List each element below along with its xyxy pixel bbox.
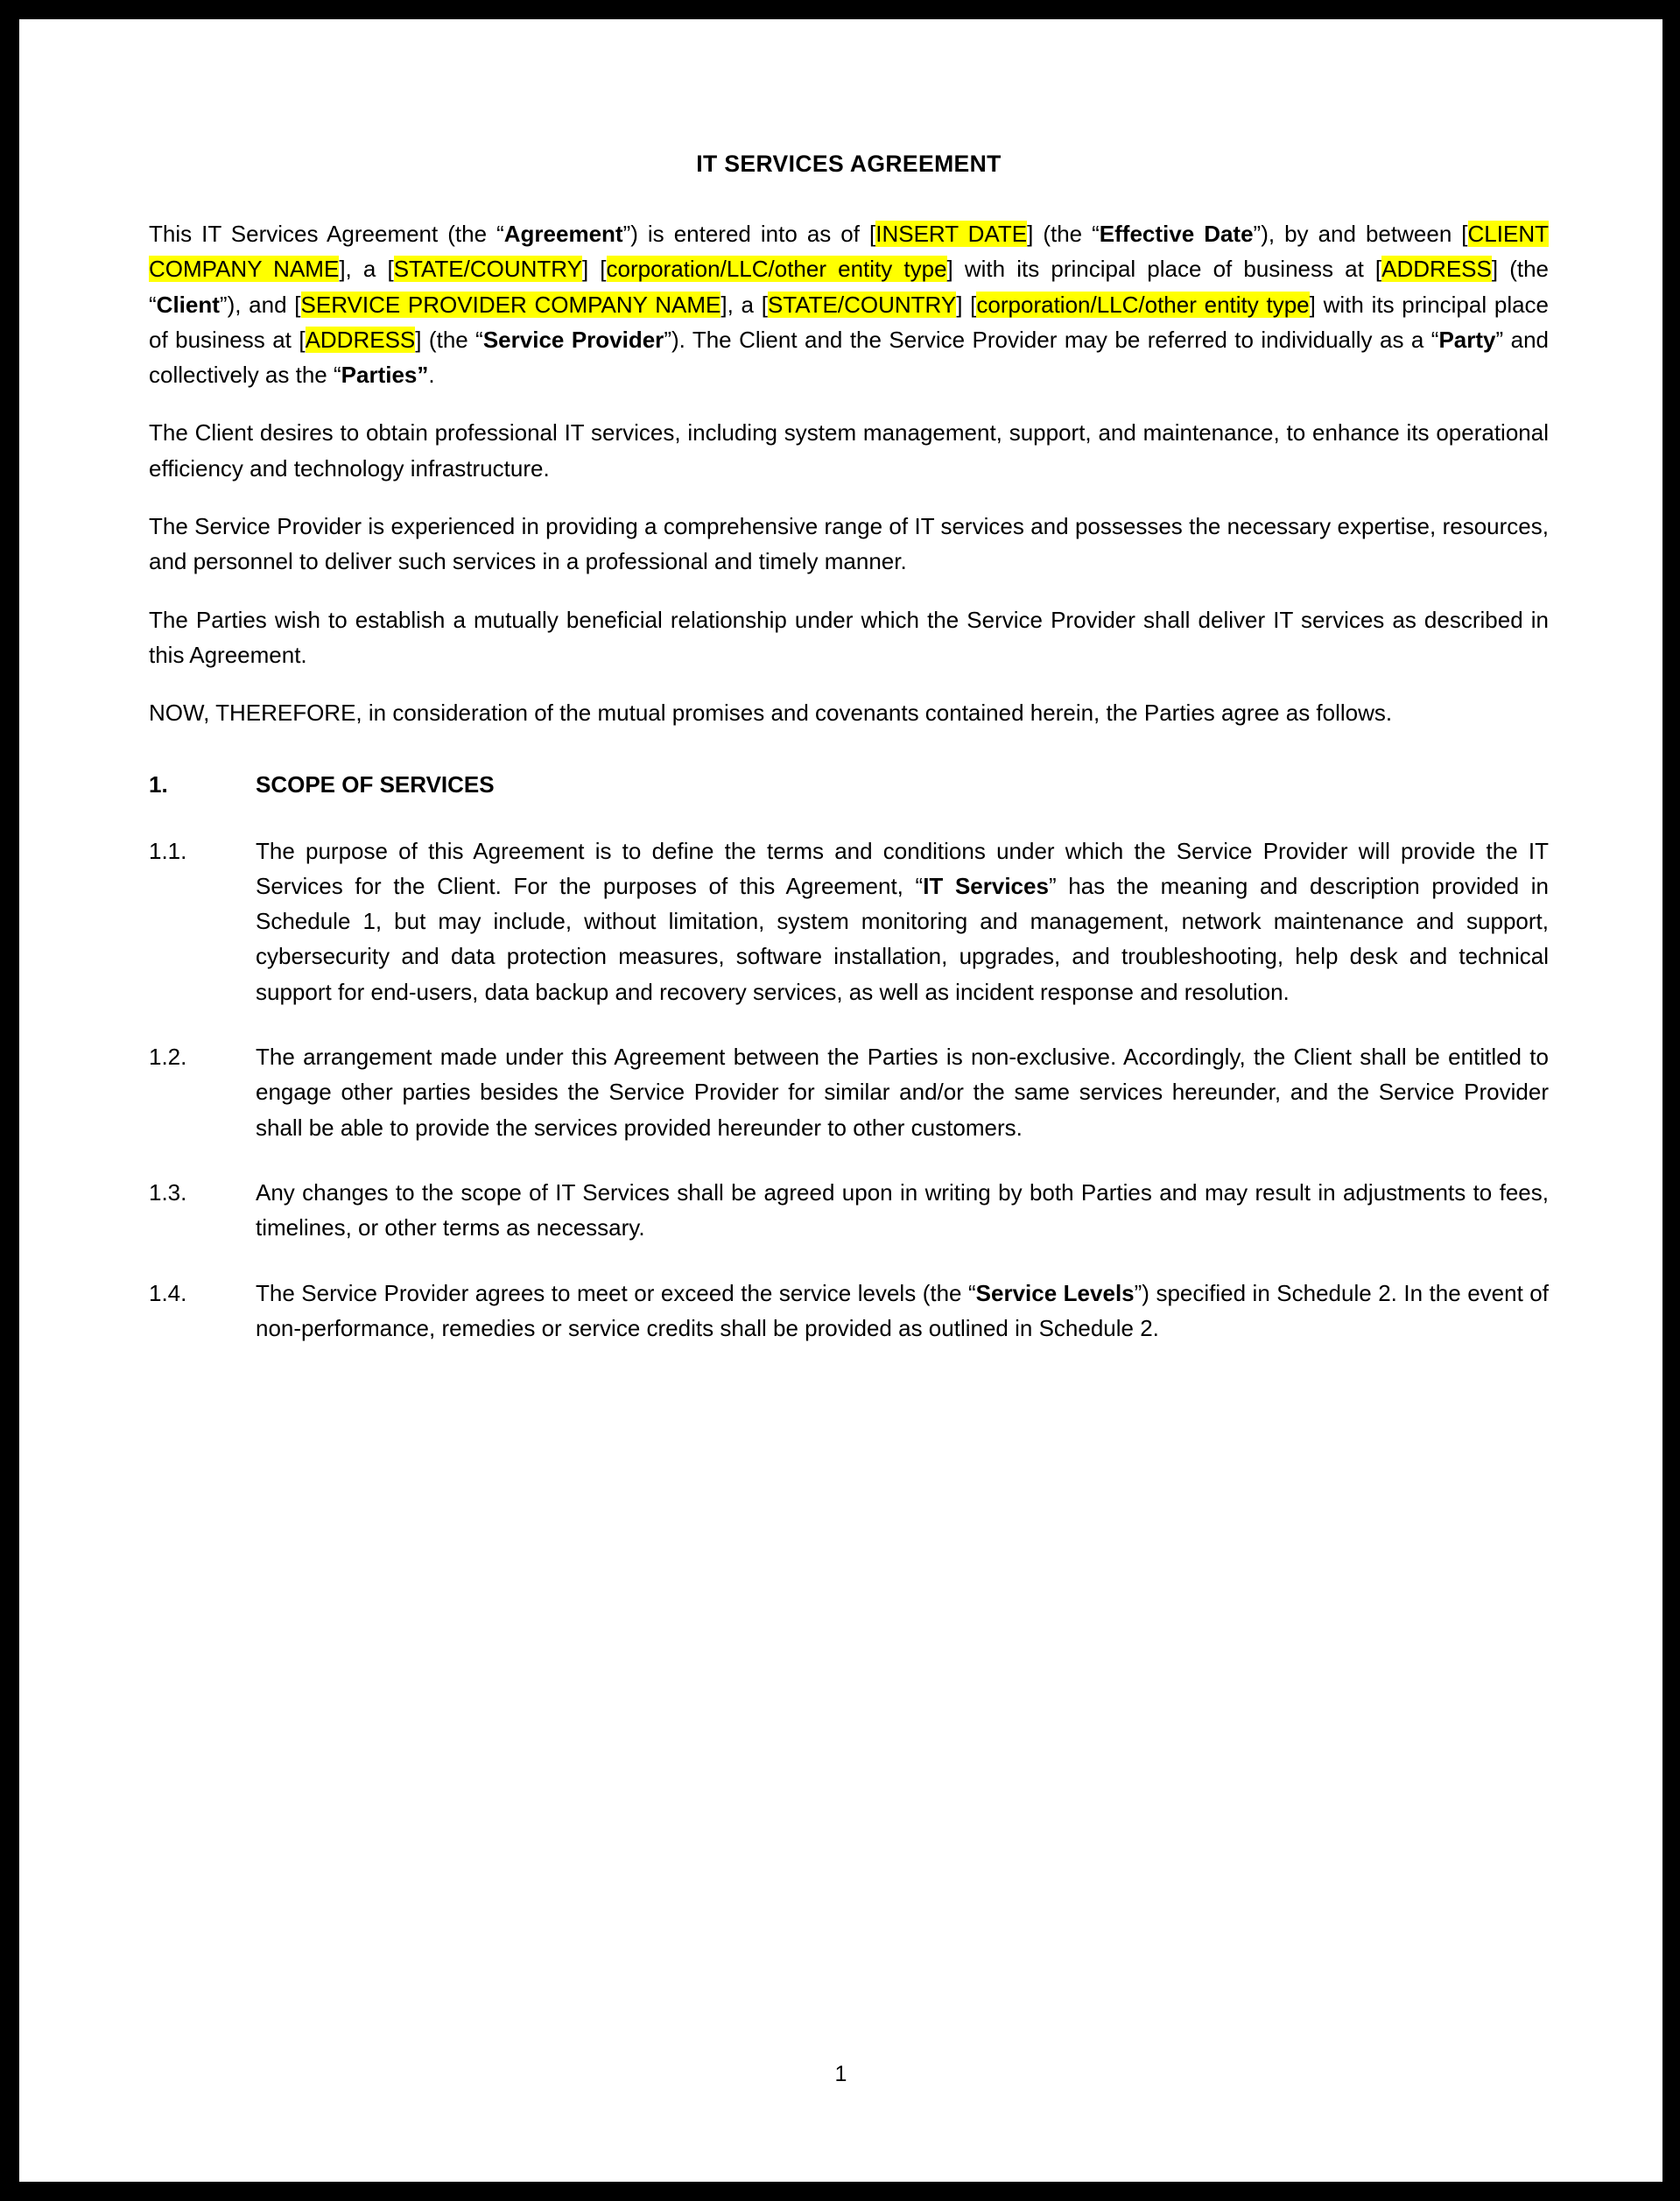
- clause-1-2: [149, 1039, 1549, 1145]
- preamble-paragraph-2: The Client desires to obtain professional IT services, including system management, support, and maintenance, to enhance its operational efficiency and technology infrastructure.: [149, 419, 1549, 482]
- page-title: IT SERVICES AGREEMENT: [696, 151, 1002, 177]
- preamble-text: ”) is entered into as of [: [622, 221, 876, 247]
- placeholder-insert-date: INSERT DATE: [875, 221, 1028, 247]
- clause-text: The purpose of this Agreement is to define the terms and conditions under which the Service Provider will provide the IT Services for the Client. For the purposes of this Agreement, “: [256, 837, 1549, 899]
- page-number: 1: [834, 2062, 847, 2086]
- term-it-services: IT Services: [923, 872, 1049, 899]
- term-parties: Parties”: [341, 362, 429, 389]
- preamble-text: ”), and [: [219, 291, 301, 318]
- clause-text: ” has the meaning and description provided in Schedule 1, but may include, without limitation, system monitoring and management, network maintenance and support, cybersecurity and data protection measures, software installation, upgrades, and troubleshooting, help desk and technical support for end-users, data backup and recovery services, as well as incident response and resolution.: [256, 872, 1549, 1005]
- placeholder-client-company-name: CLIENT COMPANY NAME: [149, 221, 1549, 283]
- clause-number: 1.2.: [149, 1044, 187, 1071]
- clause-text: The arrangement made under this Agreement between the Parties is non-exclusive. Accordingly, the Client shall be entitled to engage other parties besides the Service Provider for similar and/or the same services hereunder, and the Service Provider shall be able to provide the services provided hereunder to other customers.: [256, 1044, 1549, 1141]
- placeholder-client-entity-type: corporation/LLC/other entity type: [606, 256, 947, 283]
- preamble-text: This IT Services Agreement (the “: [149, 221, 504, 247]
- section-number: 1.: [149, 770, 168, 798]
- preamble-text: ] [: [581, 256, 607, 283]
- term-service-provider: Service Provider: [482, 326, 664, 353]
- section-title: SCOPE OF SERVICES: [256, 770, 495, 798]
- clause-body: [256, 833, 1549, 1009]
- clause-1-3: [149, 1175, 1549, 1246]
- term-party: Party: [1438, 326, 1496, 353]
- clause-1-4: [149, 1276, 1549, 1347]
- preamble-paragraph-5: NOW, THEREFORE, in consideration of the mutual promises and covenants contained herein, the Parties agree as follows.: [149, 700, 1393, 727]
- clause-body: [256, 1175, 1549, 1246]
- placeholder-provider-state-country: STATE/COUNTRY: [767, 291, 957, 318]
- clause-number: 1.1.: [149, 837, 187, 864]
- term-agreement: Agreement: [503, 221, 623, 247]
- preamble-text: ] (the “: [415, 326, 483, 353]
- document-page: [19, 19, 1662, 2182]
- clause-number: 1.4.: [149, 1279, 187, 1306]
- term-effective-date: Effective Date: [1099, 221, 1254, 247]
- clause-1-1: [149, 833, 1549, 1009]
- preamble-paragraph-1: [149, 216, 1549, 392]
- clause-text: Any changes to the scope of IT Services shall be agreed upon in writing by both Parties and may result in adjustments to fees, timelines, or other terms as necessary.: [256, 1178, 1549, 1241]
- preamble-text: .: [428, 362, 435, 389]
- preamble-text: ] (the “: [1027, 221, 1100, 247]
- preamble-paragraph-3: The Service Provider is experienced in providing a comprehensive range of IT services and possesses the necessary expertise, resources, and personnel to deliver such services in a professional and timely manner.: [149, 513, 1549, 575]
- preamble-text: ” and collectively as the “: [149, 326, 1550, 389]
- clause-number: 1.3.: [149, 1178, 187, 1206]
- section-heading-scope-of-services: [149, 771, 1549, 798]
- placeholder-service-provider-company-name: SERVICE PROVIDER COMPANY NAME: [300, 291, 721, 318]
- clause-body: [256, 1039, 1549, 1145]
- preamble-text: ], a [: [721, 291, 768, 318]
- clause-text: ”) specified in Schedule 2. In the event of non-performance, remedies or service credits shall be provided as outlined in Schedule 2.: [256, 1279, 1549, 1341]
- preamble-text: ] [: [956, 291, 977, 318]
- placeholder-provider-address: ADDRESS: [305, 326, 416, 353]
- preamble-text: ”), by and between [: [1253, 221, 1468, 247]
- term-client: Client: [156, 291, 220, 318]
- placeholder-client-state-country: STATE/COUNTRY: [393, 256, 582, 283]
- preamble-text: ] (the “: [149, 256, 1550, 318]
- preamble-paragraph-4: The Parties wish to establish a mutually beneficial relationship under which the Service Provider shall deliver IT services as described in this Agreement.: [149, 606, 1549, 668]
- preamble-text: ] with its principal place of business at [: [946, 256, 1382, 283]
- term-service-levels: Service Levels: [975, 1279, 1135, 1306]
- clause-body: [256, 1276, 1549, 1347]
- clause-text: The Service Provider agrees to meet or exceed the service levels (the “: [256, 1279, 976, 1306]
- preamble-text: ], a [: [339, 256, 394, 283]
- placeholder-client-address: ADDRESS: [1381, 256, 1492, 283]
- placeholder-provider-entity-type: corporation/LLC/other entity type: [976, 291, 1310, 318]
- preamble-text: ”). The Client and the Service Provider may be referred to individually as a “: [664, 326, 1439, 353]
- preamble-text: ] with its principal place of business at [: [149, 291, 1550, 353]
